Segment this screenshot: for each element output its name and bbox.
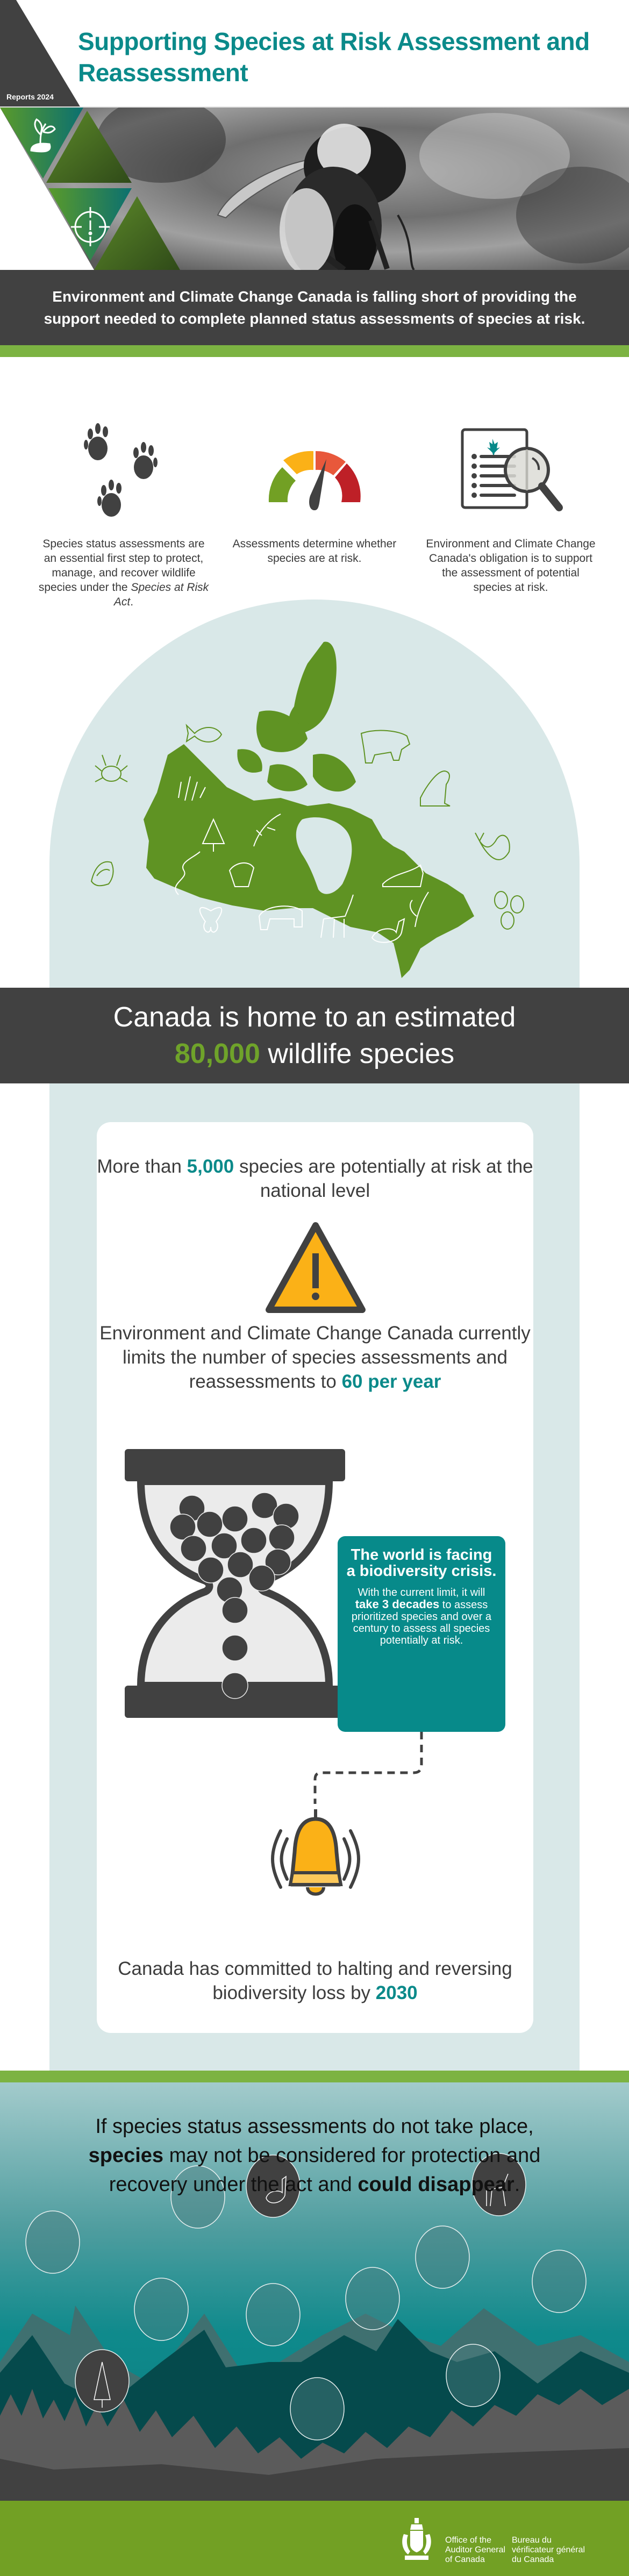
fact-text-1: Species status assessments are an essential first step to protect, manage, and recover wildlife species under the Species at Risk Act.: [38, 538, 209, 608]
green-divider-2: [0, 2071, 629, 2082]
fish-icon: [187, 725, 221, 742]
commitment-year: 2030: [375, 1982, 418, 2003]
bison-badge: [290, 2378, 344, 2440]
crab-icon: [95, 755, 127, 782]
hourglass-icon: [125, 1449, 351, 1718]
consequence-section: [0, 2082, 629, 2501]
hero-image: [0, 108, 629, 270]
commitment-statement: Canada has committed to halting and reversing biodiversity loss by 2030: [118, 1958, 512, 2003]
green-divider: [0, 345, 629, 357]
assessment-limit-statement: Environment and Climate Change Canada currently limits the number of species assessments and reassessments to 60 per year: [99, 1323, 531, 1392]
crisis-body: With the current limit, it will take 3 decades to assess prioritized species and over a century to assess all species potentially at risk.: [351, 1587, 492, 1646]
summary-banner: [0, 270, 629, 345]
seal-badge: [346, 2267, 399, 2330]
consequence-statement: If species status assessments do not take place, species may not be considered for protection and recovery under the act and could disappear.: [88, 2115, 541, 2196]
header-wedge-shape: [0, 0, 82, 108]
canada-wildlife-map: [49, 594, 580, 988]
clams-icon: [495, 891, 524, 929]
oag-name-english: Office of the Auditor General of Canada: [445, 2536, 506, 2564]
card-area: [0, 1083, 629, 2071]
info-card: [97, 1122, 533, 2033]
biodiversity-crisis-callout: [338, 1536, 505, 1732]
at-risk-statement: More than 5,000 species are potentially at risk at the national level: [97, 1156, 533, 1201]
warning-triangle-icon: [265, 1221, 367, 1315]
oag-name-french: Bureau du vérificateur général du Canada: [512, 2536, 585, 2564]
fact-text-2: Assessments determine whether species are at risk.: [232, 538, 397, 565]
species-count-text: Canada is home to an estimated 80,000 wildlife species: [113, 1002, 516, 1069]
seal-icon: [420, 771, 450, 806]
document-magnifier-icon: [457, 427, 564, 518]
bison-icon: [259, 906, 302, 930]
canada-map-section: [0, 594, 629, 988]
coat-of-arms-logo: [401, 2518, 433, 2561]
footer: [0, 2501, 629, 2576]
polar-bear-badge: [532, 2250, 586, 2313]
header: [0, 0, 629, 108]
species-count-banner: [0, 988, 629, 1083]
fact-eccc-obligation: [422, 389, 599, 595]
limit-highlight: 60 per year: [341, 1371, 441, 1392]
whale-badge: [26, 2211, 80, 2273]
risk-gauge-icon: [266, 432, 363, 518]
summary-text: Environment and Climate Change Canada is falling short of providing the support needed to complete planned status assessments of species at risk.: [44, 288, 585, 327]
reports-label: Reports 2024: [6, 92, 54, 101]
sprout-badge: [416, 2226, 469, 2288]
whale-icon: [475, 833, 510, 860]
page-title: Supporting Species at Risk Assessment and Reassessment: [78, 27, 590, 87]
polar-bear-icon: [361, 731, 410, 763]
crisis-title: The world is facing a biodiversity crisis.: [346, 1546, 497, 1580]
at-risk-number: 5,000: [187, 1156, 234, 1177]
facts-row: [0, 357, 629, 608]
fact-text-3: Environment and Climate Change Canada's obligation is to support the assessment of potential species at risk.: [426, 538, 596, 594]
oyster-badge: [246, 2284, 300, 2346]
butterfly-icon: [200, 908, 221, 932]
paw-prints-icon: [78, 422, 169, 518]
alarm-bell-icon: [259, 1809, 372, 1906]
fact-assessments-determine: [226, 389, 403, 566]
fox-badge: [446, 2344, 500, 2407]
oyster-icon: [91, 862, 113, 886]
snake-badge: [134, 2278, 188, 2340]
fact-assessments-first-step: [35, 389, 212, 609]
species-count-number: 80,000: [174, 1038, 260, 1069]
